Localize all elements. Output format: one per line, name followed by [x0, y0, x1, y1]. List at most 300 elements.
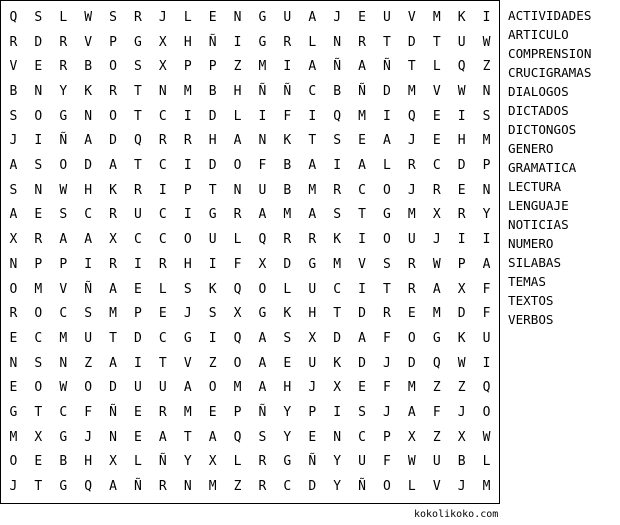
- grid-cell[interactable]: Q: [457, 59, 466, 75]
- grid-cell[interactable]: D: [109, 380, 117, 396]
- grid-cell[interactable]: J: [158, 9, 167, 25]
- grid-cell[interactable]: H: [208, 133, 217, 149]
- grid-cell[interactable]: Ñ: [109, 405, 117, 421]
- grid-cell[interactable]: R: [59, 59, 68, 75]
- grid-cell[interactable]: A: [109, 281, 117, 297]
- grid-cell[interactable]: R: [158, 405, 167, 421]
- grid-cell[interactable]: W: [84, 9, 93, 25]
- grid-cell[interactable]: R: [59, 34, 68, 50]
- grid-cell[interactable]: A: [208, 429, 217, 445]
- grid-cell[interactable]: H: [283, 380, 292, 396]
- grid-cell[interactable]: F: [258, 158, 267, 174]
- grid-cell[interactable]: F: [283, 108, 292, 124]
- grid-cell[interactable]: Q: [233, 281, 242, 297]
- grid-cell[interactable]: J: [333, 9, 342, 25]
- grid-cell[interactable]: C: [158, 158, 167, 174]
- grid-cell[interactable]: T: [34, 479, 43, 495]
- grid-cell[interactable]: A: [9, 158, 18, 174]
- grid-cell[interactable]: G: [308, 256, 317, 272]
- grid-cell[interactable]: G: [258, 306, 267, 322]
- grid-cell[interactable]: B: [333, 83, 342, 99]
- grid-cell[interactable]: C: [308, 83, 317, 99]
- grid-cell[interactable]: L: [233, 232, 242, 248]
- grid-cell[interactable]: D: [333, 330, 342, 346]
- grid-cell[interactable]: N: [158, 83, 167, 99]
- grid-cell[interactable]: O: [208, 380, 217, 396]
- grid-cell[interactable]: A: [407, 405, 416, 421]
- grid-cell[interactable]: Y: [482, 207, 491, 223]
- grid-cell[interactable]: X: [9, 232, 18, 248]
- grid-cell[interactable]: P: [208, 59, 217, 75]
- grid-cell[interactable]: W: [457, 83, 466, 99]
- grid-cell[interactable]: Y: [183, 454, 192, 470]
- grid-cell[interactable]: T: [383, 34, 391, 50]
- grid-cell[interactable]: X: [109, 454, 117, 470]
- grid-cell[interactable]: Z: [482, 59, 491, 75]
- grid-cell[interactable]: A: [358, 59, 366, 75]
- grid-cell[interactable]: M: [9, 429, 18, 445]
- grid-cell[interactable]: I: [358, 281, 366, 297]
- grid-cell[interactable]: J: [9, 133, 18, 149]
- grid-cell[interactable]: M: [258, 59, 267, 75]
- grid-cell[interactable]: A: [59, 232, 68, 248]
- grid-cell[interactable]: A: [84, 133, 93, 149]
- grid-cell[interactable]: E: [134, 429, 142, 445]
- grid-cell[interactable]: O: [109, 108, 117, 124]
- grid-cell[interactable]: I: [383, 108, 391, 124]
- grid-cell[interactable]: G: [59, 479, 68, 495]
- grid-cell[interactable]: L: [308, 34, 317, 50]
- grid-cell[interactable]: G: [283, 454, 292, 470]
- grid-cell[interactable]: L: [59, 9, 68, 25]
- grid-cell[interactable]: M: [59, 330, 68, 346]
- grid-cell[interactable]: G: [432, 330, 441, 346]
- grid-cell[interactable]: E: [208, 405, 217, 421]
- grid-cell[interactable]: V: [84, 34, 93, 50]
- grid-cell[interactable]: G: [208, 207, 217, 223]
- grid-cell[interactable]: S: [283, 330, 292, 346]
- grid-cell[interactable]: Ñ: [358, 83, 366, 99]
- grid-cell[interactable]: P: [233, 405, 242, 421]
- grid-cell[interactable]: D: [109, 133, 117, 149]
- grid-cell[interactable]: O: [183, 232, 192, 248]
- grid-cell[interactable]: S: [358, 405, 366, 421]
- grid-cell[interactable]: S: [109, 9, 117, 25]
- grid-cell[interactable]: D: [457, 158, 466, 174]
- grid-cell[interactable]: S: [34, 158, 43, 174]
- grid-cell[interactable]: S: [208, 306, 217, 322]
- grid-cell[interactable]: L: [183, 9, 192, 25]
- grid-cell[interactable]: T: [134, 108, 142, 124]
- grid-cell[interactable]: U: [383, 9, 391, 25]
- grid-cell[interactable]: P: [34, 256, 43, 272]
- grid-cell[interactable]: K: [283, 133, 292, 149]
- grid-cell[interactable]: E: [308, 429, 317, 445]
- grid-cell[interactable]: I: [333, 405, 342, 421]
- grid-cell[interactable]: O: [34, 306, 43, 322]
- grid-cell[interactable]: M: [208, 479, 217, 495]
- grid-cell[interactable]: H: [84, 454, 93, 470]
- grid-cell[interactable]: Q: [84, 479, 93, 495]
- grid-cell[interactable]: O: [407, 330, 416, 346]
- grid-cell[interactable]: D: [283, 256, 292, 272]
- grid-cell[interactable]: N: [34, 182, 43, 198]
- grid-cell[interactable]: H: [308, 306, 317, 322]
- grid-cell[interactable]: F: [383, 380, 391, 396]
- grid-cell[interactable]: F: [482, 281, 491, 297]
- grid-cell[interactable]: S: [134, 59, 142, 75]
- grid-cell[interactable]: K: [109, 182, 117, 198]
- grid-cell[interactable]: U: [308, 281, 317, 297]
- grid-cell[interactable]: T: [134, 158, 142, 174]
- grid-cell[interactable]: R: [258, 479, 267, 495]
- grid-cell[interactable]: Ñ: [258, 405, 267, 421]
- grid-cell[interactable]: O: [258, 281, 267, 297]
- grid-cell[interactable]: S: [183, 281, 192, 297]
- grid-cell[interactable]: W: [59, 182, 68, 198]
- grid-cell[interactable]: E: [432, 108, 441, 124]
- grid-cell[interactable]: J: [308, 380, 317, 396]
- grid-cell[interactable]: V: [407, 9, 416, 25]
- grid-cell[interactable]: R: [233, 207, 242, 223]
- grid-cell[interactable]: D: [208, 108, 217, 124]
- grid-cell[interactable]: V: [432, 479, 441, 495]
- grid-cell[interactable]: E: [432, 133, 441, 149]
- grid-cell[interactable]: D: [407, 34, 416, 50]
- grid-cell[interactable]: V: [183, 355, 192, 371]
- grid-cell[interactable]: P: [457, 256, 466, 272]
- grid-cell[interactable]: A: [109, 158, 117, 174]
- grid-cell[interactable]: L: [134, 454, 142, 470]
- grid-cell[interactable]: O: [109, 59, 117, 75]
- grid-cell[interactable]: M: [109, 306, 117, 322]
- grid-cell[interactable]: V: [432, 83, 441, 99]
- grid-cell[interactable]: I: [482, 232, 491, 248]
- grid-cell[interactable]: K: [84, 83, 93, 99]
- grid-cell[interactable]: Z: [208, 355, 217, 371]
- grid-cell[interactable]: K: [283, 306, 292, 322]
- grid-cell[interactable]: E: [457, 182, 466, 198]
- grid-cell[interactable]: X: [432, 207, 441, 223]
- grid-cell[interactable]: O: [34, 380, 43, 396]
- grid-cell[interactable]: H: [84, 182, 93, 198]
- grid-cell[interactable]: Z: [432, 429, 441, 445]
- grid-cell[interactable]: P: [308, 405, 317, 421]
- grid-cell[interactable]: C: [283, 479, 292, 495]
- grid-cell[interactable]: L: [233, 454, 242, 470]
- grid-cell[interactable]: X: [109, 232, 117, 248]
- grid-cell[interactable]: I: [183, 158, 192, 174]
- grid-cell[interactable]: E: [283, 355, 292, 371]
- grid-cell[interactable]: I: [84, 256, 93, 272]
- grid-cell[interactable]: R: [158, 479, 167, 495]
- grid-cell[interactable]: W: [59, 380, 68, 396]
- grid-cell[interactable]: E: [134, 281, 142, 297]
- grid-cell[interactable]: N: [183, 479, 192, 495]
- grid-cell[interactable]: Y: [333, 454, 342, 470]
- grid-cell[interactable]: I: [134, 355, 142, 371]
- grid-cell[interactable]: L: [432, 59, 441, 75]
- grid-cell[interactable]: S: [258, 429, 267, 445]
- grid-cell[interactable]: C: [432, 158, 441, 174]
- grid-cell[interactable]: C: [333, 281, 342, 297]
- grid-cell[interactable]: C: [134, 232, 142, 248]
- grid-cell[interactable]: O: [59, 158, 68, 174]
- grid-cell[interactable]: J: [407, 133, 416, 149]
- grid-cell[interactable]: I: [34, 133, 43, 149]
- grid-cell[interactable]: L: [158, 281, 167, 297]
- grid-cell[interactable]: N: [9, 256, 18, 272]
- grid-cell[interactable]: E: [134, 405, 142, 421]
- grid-cell[interactable]: T: [308, 133, 317, 149]
- grid-cell[interactable]: K: [208, 281, 217, 297]
- grid-cell[interactable]: R: [432, 182, 441, 198]
- grid-cell[interactable]: L: [407, 479, 416, 495]
- grid-cell[interactable]: X: [233, 306, 242, 322]
- grid-cell[interactable]: O: [383, 182, 391, 198]
- grid-cell[interactable]: M: [482, 479, 491, 495]
- grid-cell[interactable]: Z: [84, 355, 93, 371]
- grid-cell[interactable]: Ñ: [134, 479, 142, 495]
- grid-cell[interactable]: F: [383, 330, 391, 346]
- grid-cell[interactable]: I: [457, 232, 466, 248]
- grid-cell[interactable]: R: [333, 182, 342, 198]
- grid-cell[interactable]: A: [258, 207, 267, 223]
- grid-cell[interactable]: Y: [333, 479, 342, 495]
- grid-cell[interactable]: O: [9, 281, 18, 297]
- grid-cell[interactable]: R: [283, 232, 292, 248]
- grid-cell[interactable]: U: [134, 207, 142, 223]
- grid-cell[interactable]: F: [383, 454, 391, 470]
- grid-cell[interactable]: T: [183, 429, 192, 445]
- grid-cell[interactable]: G: [383, 207, 391, 223]
- grid-cell[interactable]: A: [258, 355, 267, 371]
- grid-cell[interactable]: B: [457, 454, 466, 470]
- grid-cell[interactable]: E: [9, 330, 18, 346]
- grid-cell[interactable]: O: [383, 479, 391, 495]
- grid-cell[interactable]: N: [84, 108, 93, 124]
- grid-cell[interactable]: I: [134, 256, 142, 272]
- grid-cell[interactable]: Ñ: [358, 479, 366, 495]
- grid-cell[interactable]: R: [383, 306, 391, 322]
- grid-cell[interactable]: R: [134, 9, 142, 25]
- grid-cell[interactable]: J: [432, 232, 441, 248]
- grid-cell[interactable]: X: [308, 330, 317, 346]
- grid-cell[interactable]: N: [34, 83, 43, 99]
- grid-cell[interactable]: U: [134, 380, 142, 396]
- grid-cell[interactable]: A: [9, 207, 18, 223]
- grid-cell[interactable]: T: [358, 207, 366, 223]
- grid-cell[interactable]: Ñ: [383, 59, 391, 75]
- grid-cell[interactable]: O: [383, 232, 391, 248]
- grid-cell[interactable]: N: [109, 429, 117, 445]
- grid-cell[interactable]: A: [308, 9, 317, 25]
- grid-cell[interactable]: A: [109, 355, 117, 371]
- grid-cell[interactable]: C: [158, 108, 167, 124]
- grid-cell[interactable]: J: [457, 405, 466, 421]
- grid-cell[interactable]: N: [482, 83, 491, 99]
- grid-cell[interactable]: Ñ: [333, 59, 342, 75]
- grid-cell[interactable]: Z: [233, 59, 242, 75]
- grid-cell[interactable]: Q: [407, 108, 416, 124]
- grid-cell[interactable]: F: [432, 405, 441, 421]
- grid-cell[interactable]: X: [158, 59, 167, 75]
- grid-cell[interactable]: R: [158, 256, 167, 272]
- grid-cell[interactable]: Z: [457, 380, 466, 396]
- grid-cell[interactable]: U: [432, 454, 441, 470]
- grid-cell[interactable]: R: [358, 34, 366, 50]
- grid-cell[interactable]: I: [482, 355, 491, 371]
- grid-cell[interactable]: G: [9, 405, 18, 421]
- grid-cell[interactable]: I: [258, 108, 267, 124]
- grid-cell[interactable]: M: [358, 108, 366, 124]
- grid-cell[interactable]: O: [34, 108, 43, 124]
- grid-cell[interactable]: C: [34, 330, 43, 346]
- grid-cell[interactable]: O: [233, 355, 242, 371]
- grid-cell[interactable]: T: [432, 34, 441, 50]
- grid-cell[interactable]: C: [358, 429, 366, 445]
- grid-cell[interactable]: I: [333, 158, 342, 174]
- grid-cell[interactable]: V: [358, 256, 366, 272]
- grid-cell[interactable]: E: [407, 306, 416, 322]
- grid-cell[interactable]: S: [482, 108, 491, 124]
- grid-cell[interactable]: M: [308, 182, 317, 198]
- grid-cell[interactable]: L: [482, 454, 491, 470]
- grid-cell[interactable]: M: [482, 133, 491, 149]
- grid-cell[interactable]: Q: [333, 108, 342, 124]
- grid-cell[interactable]: N: [233, 9, 242, 25]
- grid-cell[interactable]: X: [457, 429, 466, 445]
- grid-cell[interactable]: M: [432, 9, 441, 25]
- grid-cell[interactable]: N: [333, 34, 342, 50]
- grid-cell[interactable]: Q: [258, 232, 267, 248]
- grid-cell[interactable]: I: [183, 207, 192, 223]
- grid-cell[interactable]: X: [208, 454, 217, 470]
- grid-cell[interactable]: S: [9, 108, 18, 124]
- grid-cell[interactable]: M: [283, 207, 292, 223]
- grid-cell[interactable]: U: [283, 9, 292, 25]
- grid-cell[interactable]: X: [158, 34, 167, 50]
- grid-cell[interactable]: G: [59, 429, 68, 445]
- grid-cell[interactable]: L: [233, 108, 242, 124]
- grid-cell[interactable]: U: [358, 454, 366, 470]
- grid-cell[interactable]: A: [109, 479, 117, 495]
- grid-cell[interactable]: H: [457, 133, 466, 149]
- grid-cell[interactable]: M: [407, 207, 416, 223]
- grid-cell[interactable]: M: [407, 380, 416, 396]
- grid-cell[interactable]: X: [34, 429, 43, 445]
- grid-cell[interactable]: Z: [432, 380, 441, 396]
- grid-cell[interactable]: A: [482, 256, 491, 272]
- grid-cell[interactable]: Ñ: [158, 454, 167, 470]
- grid-cell[interactable]: H: [183, 256, 192, 272]
- grid-cell[interactable]: R: [109, 83, 117, 99]
- grid-cell[interactable]: Q: [134, 133, 142, 149]
- grid-cell[interactable]: Q: [432, 355, 441, 371]
- grid-cell[interactable]: R: [258, 454, 267, 470]
- grid-cell[interactable]: I: [208, 330, 217, 346]
- grid-cell[interactable]: Z: [233, 479, 242, 495]
- grid-cell[interactable]: E: [9, 380, 18, 396]
- grid-cell[interactable]: A: [308, 207, 317, 223]
- grid-cell[interactable]: D: [358, 306, 366, 322]
- grid-cell[interactable]: P: [59, 256, 68, 272]
- grid-cell[interactable]: T: [383, 281, 391, 297]
- grid-cell[interactable]: N: [59, 355, 68, 371]
- grid-cell[interactable]: J: [457, 479, 466, 495]
- grid-cell[interactable]: R: [308, 232, 317, 248]
- grid-cell[interactable]: J: [84, 429, 93, 445]
- grid-cell[interactable]: X: [333, 380, 342, 396]
- grid-cell[interactable]: O: [482, 405, 491, 421]
- grid-cell[interactable]: C: [59, 405, 68, 421]
- grid-cell[interactable]: S: [9, 182, 18, 198]
- grid-cell[interactable]: V: [59, 281, 68, 297]
- grid-cell[interactable]: A: [84, 232, 93, 248]
- grid-cell[interactable]: Q: [233, 429, 242, 445]
- grid-cell[interactable]: T: [34, 405, 43, 421]
- grid-cell[interactable]: D: [308, 479, 317, 495]
- grid-cell[interactable]: Q: [9, 9, 18, 25]
- grid-cell[interactable]: S: [333, 207, 342, 223]
- grid-cell[interactable]: Ñ: [59, 133, 68, 149]
- grid-cell[interactable]: L: [383, 158, 391, 174]
- grid-cell[interactable]: O: [84, 380, 93, 396]
- grid-cell[interactable]: W: [482, 34, 491, 50]
- grid-cell[interactable]: I: [308, 108, 317, 124]
- grid-cell[interactable]: W: [457, 355, 466, 371]
- grid-cell[interactable]: P: [383, 429, 391, 445]
- grid-cell[interactable]: S: [333, 133, 342, 149]
- grid-cell[interactable]: I: [208, 256, 217, 272]
- grid-cell[interactable]: V: [9, 59, 18, 75]
- grid-cell[interactable]: X: [407, 429, 416, 445]
- grid-cell[interactable]: R: [134, 182, 142, 198]
- grid-cell[interactable]: T: [109, 330, 117, 346]
- grid-cell[interactable]: Q: [233, 330, 242, 346]
- grid-cell[interactable]: P: [482, 158, 491, 174]
- grid-cell[interactable]: I: [183, 108, 192, 124]
- grid-cell[interactable]: Ñ: [84, 281, 93, 297]
- grid-cell[interactable]: R: [457, 207, 466, 223]
- grid-cell[interactable]: R: [407, 281, 416, 297]
- grid-cell[interactable]: R: [183, 133, 192, 149]
- grid-cell[interactable]: W: [432, 256, 441, 272]
- grid-cell[interactable]: S: [59, 207, 68, 223]
- grid-cell[interactable]: W: [407, 454, 416, 470]
- grid-cell[interactable]: C: [158, 330, 167, 346]
- grid-cell[interactable]: U: [457, 34, 466, 50]
- grid-cell[interactable]: S: [84, 306, 93, 322]
- grid-cell[interactable]: R: [407, 158, 416, 174]
- grid-cell[interactable]: U: [407, 232, 416, 248]
- grid-cell[interactable]: B: [283, 158, 292, 174]
- grid-cell[interactable]: N: [9, 355, 18, 371]
- grid-cell[interactable]: M: [183, 405, 192, 421]
- grid-cell[interactable]: K: [457, 9, 466, 25]
- grid-cell[interactable]: G: [258, 9, 267, 25]
- grid-cell[interactable]: B: [208, 83, 217, 99]
- grid-cell[interactable]: A: [258, 380, 267, 396]
- grid-cell[interactable]: J: [407, 182, 416, 198]
- grid-cell[interactable]: H: [183, 34, 192, 50]
- grid-cell[interactable]: F: [482, 306, 491, 322]
- grid-cell[interactable]: M: [233, 380, 242, 396]
- grid-cell[interactable]: I: [358, 232, 366, 248]
- grid-cell[interactable]: A: [183, 380, 192, 396]
- grid-cell[interactable]: P: [183, 182, 192, 198]
- grid-cell[interactable]: G: [59, 108, 68, 124]
